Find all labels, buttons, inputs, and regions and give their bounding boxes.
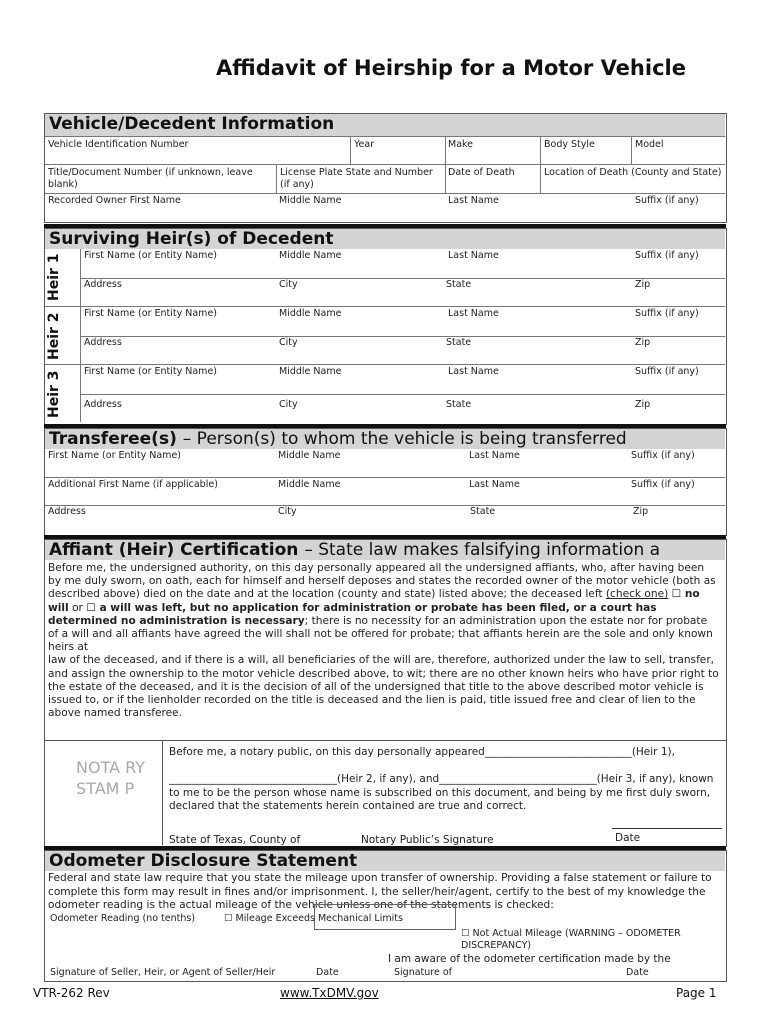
mileage-exceeds-checkbox[interactable]: ☐ Mileage Exceeds Mechanical Limits [224,913,403,924]
transferee-heading-bold: Transferee(s) [49,429,177,449]
heir1-address[interactable]: Address [84,279,122,290]
field-owner-last-name[interactable]: Last Name [448,195,499,206]
heir2-zip[interactable]: Zip [635,337,651,348]
heir-2-label: Heir 2 [46,312,62,360]
or-text: or [72,601,83,614]
odometer-aware-text: I am aware of the odometer certification made by the [388,953,671,965]
heir3-first-name[interactable]: First Name (or Entity Name) [84,366,217,377]
heir2-city[interactable]: City [279,337,298,348]
will-left-checkbox[interactable]: ☐ a will was left, but no application for administration or probate has been filed, or a court has determined no administration is necessary [48,601,657,627]
heir2-suffix[interactable]: Suffix (if any) [635,308,699,319]
field-title-number[interactable]: Title/Document Number (if unknown, leave blank) [48,167,253,190]
transferee-add-suffix[interactable]: Suffix (if any) [631,479,695,490]
field-model[interactable]: Model [635,139,664,150]
odometer-reading-label: Odometer Reading (no tenths) [50,913,196,924]
heir2-last-name[interactable]: Last Name [448,308,499,319]
field-plate[interactable]: License Plate State and Number (if any) [280,167,433,190]
transferee-first-name[interactable]: First Name (or Entity Name) [48,450,181,461]
field-year[interactable]: Year [354,139,375,150]
notary-signature[interactable]: Notary Public’s Signature [361,834,494,846]
affiant-paragraph [48,562,720,720]
transferee-heading-rest: – Person(s) to whom the vehicle is being transferred [182,429,627,449]
heir3-suffix[interactable]: Suffix (if any) [635,366,699,377]
transferee-add-middle-name[interactable]: Middle Name [278,479,341,490]
heir-3-label: Heir 3 [46,370,62,418]
notary-stamp-area: NOTA RY STAM P [76,758,145,798]
heir1-middle-name[interactable]: Middle Name [279,250,342,261]
notary-date[interactable]: Date [615,832,641,844]
heir2-address[interactable]: Address [84,337,122,348]
field-vin[interactable]: Vehicle Identification Number [48,139,189,150]
field-make[interactable]: Make [448,139,474,150]
heir3-city[interactable]: City [279,399,298,410]
seller-signature-date[interactable]: Date [316,967,339,978]
no-will-checkbox[interactable]: ☐ no will [48,588,700,614]
heir3-state[interactable]: State [446,399,472,410]
field-location-of-death[interactable]: Location of Death (County and State) [544,167,722,178]
field-body-style[interactable]: Body Style [544,139,595,150]
notary-line-1[interactable]: Before me, a notary public, on this day personally appeared____________________________(Heir 1), [169,746,675,758]
transferee-state[interactable]: State [470,506,496,517]
notary-line-2[interactable]: ________________________________(Heir 2, if any), and______________________________(Heir 3, if any), known to me to be the person whose name is subscribed on this document, and being by me first duly sworn, declared that the statements herein contained are true and correct. [169,773,714,812]
txdmv-link[interactable]: www.TxDMV.gov [280,986,379,1000]
buyer-signature[interactable]: Signature of [394,967,453,978]
transferee-suffix[interactable]: Suffix (if any) [631,450,695,461]
buyer-signature-date[interactable]: Date [626,967,649,978]
heir1-suffix[interactable]: Suffix (if any) [635,250,699,261]
odometer-text: Federal and state law require that you state the mileage upon transfer of ownership. Providing a false statement or failure to complete this form may result in fines and/or imprisonment. I, the seller/heir/agent, certify to the best of my knowledge the odometer reading is the actual mileage of the vehicle unless one of the statements is checked: [48,872,712,912]
affiant-heading-bold: Affiant (Heir) Certification [49,540,299,560]
affiant-text-1: Before me, the undersigned authority, on this day personally appeared all the undersigned affiants, who, after having been by me duly sworn, on oath, each for himself and herself deposes and states the recorded owner of the motor vehicle (both as described above) died on the date and at the location (county and state) listed above; the deceased left [48,562,716,601]
seller-signature[interactable]: Signature of Seller, Heir, or Agent of Seller/Heir [50,967,276,978]
transferee-additional-first-name[interactable]: Additional First Name (if applicable) [48,479,218,490]
check-one-label: (check one) [605,588,669,601]
heir3-address[interactable]: Address [84,399,122,410]
field-owner-first-name[interactable]: Recorded Owner First Name [48,195,181,206]
transferee-add-last-name[interactable]: Last Name [469,479,520,490]
heir3-middle-name[interactable]: Middle Name [279,366,342,377]
affiant-text-3: law of the deceased, and if there is a will, all beneficiaries of the will are, therefore, authorized under the law to sell, transfer, and assign the ownership to the motor vehicle described above, to wit; there are no other known heirs who have prior right to the estate of the deceased, and it is the decision of all of the undersigned that title to the above described motor vehicle is issued to, or if the lienholder recorded on the title is deceased and the lien is paid, title issued free and clear of lien to the above named transferee. [48,654,719,720]
heir1-city[interactable]: City [279,279,298,290]
heir3-zip[interactable]: Zip [635,399,651,410]
page-number: Page 1 [676,986,717,1000]
page-title: Affidavit of Heirship for a Motor Vehicle [216,56,686,80]
notary-county[interactable]: State of Texas, County of [169,834,301,846]
section-odometer-heading: Odometer Disclosure Statement [45,851,725,871]
heir1-zip[interactable]: Zip [635,279,651,290]
transferee-city[interactable]: City [278,506,297,517]
heir2-middle-name[interactable]: Middle Name [279,308,342,319]
heir1-first-name[interactable]: First Name (or Entity Name) [84,250,217,261]
field-date-of-death[interactable]: Date of Death [448,167,515,178]
transferee-zip[interactable]: Zip [633,506,649,517]
heir-1-label: Heir 1 [46,253,62,302]
field-owner-suffix[interactable]: Suffix (if any) [635,195,699,206]
form-number: VTR-262 Rev [33,986,110,1000]
not-actual-mileage-checkbox[interactable]: ☐ Not Actual Mileage (WARNING – ODOMETER DISCREPANCY) [461,928,681,951]
heir1-last-name[interactable]: Last Name [448,250,499,261]
heir2-state[interactable]: State [446,337,472,348]
heir3-last-name[interactable]: Last Name [448,366,499,377]
transferee-middle-name[interactable]: Middle Name [278,450,341,461]
section-heirs-heading: Surviving Heir(s) of Decedent [45,229,725,249]
transferee-last-name[interactable]: Last Name [469,450,520,461]
section-vehicle-heading: Vehicle/Decedent Information [45,114,725,136]
affiant-text-2: ; there is no necessity for an administration upon the estate nor for probate of a will and all affiants have agreed the will shall not be offered for probate; that affiants herein are the sole and only known heirs at [48,614,713,654]
heir1-state[interactable]: State [446,279,472,290]
field-owner-middle-name[interactable]: Middle Name [279,195,342,206]
affiant-heading-rest: – State law makes falsifying information a [304,540,661,560]
heir2-first-name[interactable]: First Name (or Entity Name) [84,308,217,319]
transferee-address[interactable]: Address [48,506,86,517]
